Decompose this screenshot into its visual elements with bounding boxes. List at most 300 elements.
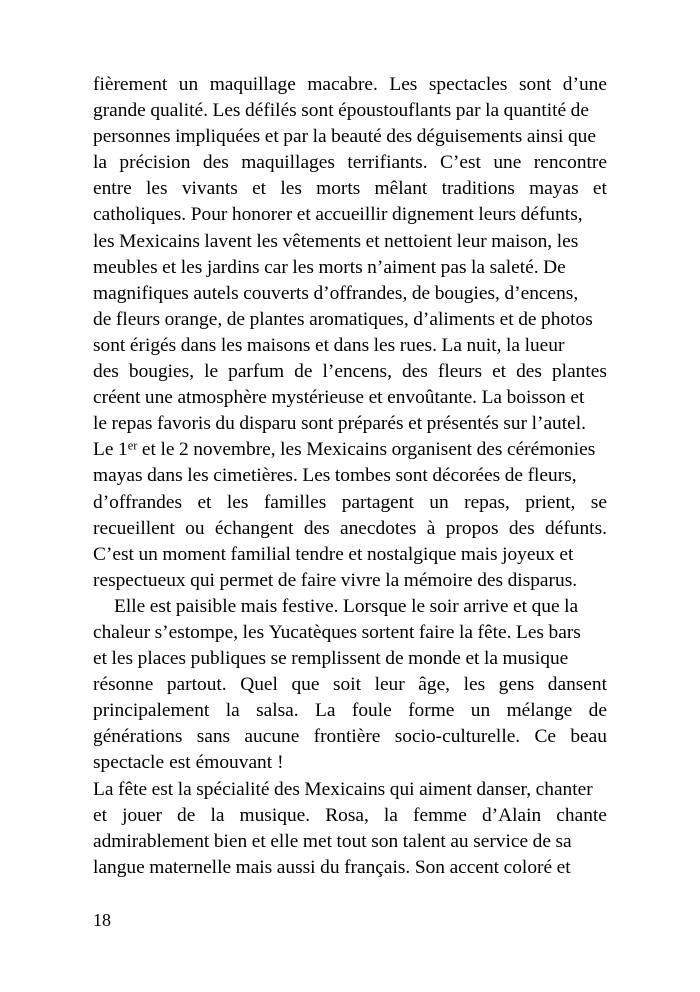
word: Les xyxy=(389,74,418,95)
word: forme xyxy=(408,700,455,722)
word: sont xyxy=(518,74,552,95)
text-line-words xyxy=(93,255,607,281)
word: se xyxy=(270,648,287,670)
word: la xyxy=(225,700,240,722)
word: et xyxy=(93,648,107,670)
word: de xyxy=(588,700,607,722)
word: nuit, xyxy=(466,334,502,356)
word: de xyxy=(277,569,297,591)
word: et xyxy=(93,804,107,826)
text-line-words xyxy=(93,777,607,803)
word: les xyxy=(256,230,278,252)
word: dans xyxy=(333,334,370,356)
text-line xyxy=(93,124,607,150)
word: partout. xyxy=(166,674,227,696)
word: mystérieuse xyxy=(271,387,365,409)
word: le xyxy=(411,595,426,617)
word: des xyxy=(508,517,535,539)
word: De xyxy=(543,256,566,278)
word: de xyxy=(504,465,524,487)
word: spécialité xyxy=(196,778,270,800)
word: dans xyxy=(147,465,183,487)
word: recueillent xyxy=(93,517,175,539)
word: la xyxy=(383,804,398,826)
word: nostalgique xyxy=(366,543,457,565)
word: repas, xyxy=(464,491,510,513)
word: la xyxy=(483,648,498,670)
word: créent xyxy=(93,387,141,409)
word: faire xyxy=(418,621,455,643)
word: La xyxy=(93,778,114,800)
word: aiment xyxy=(419,778,472,800)
word: français. xyxy=(344,856,411,878)
text-line xyxy=(93,803,607,829)
word: tout xyxy=(336,830,367,852)
word: par xyxy=(455,100,481,122)
text-line-words xyxy=(93,359,607,385)
word: ainsi xyxy=(526,126,564,148)
text-line-words xyxy=(93,542,607,568)
word: couverts xyxy=(243,282,309,304)
word: moment xyxy=(162,543,226,565)
text-line-words xyxy=(93,620,607,646)
word: le xyxy=(204,361,219,383)
word: et xyxy=(162,256,177,278)
word: joyeux xyxy=(502,543,555,565)
word: personnes xyxy=(93,126,171,148)
word: saleté. xyxy=(489,256,539,278)
word: accueillir xyxy=(315,204,388,226)
word: accent xyxy=(449,856,500,878)
word: les xyxy=(242,621,265,643)
word: terrifiants. xyxy=(347,152,428,174)
word: un xyxy=(429,491,449,513)
word: boisson xyxy=(506,387,566,409)
word: bougies, xyxy=(128,361,195,383)
word: la xyxy=(485,100,500,122)
word: publiques xyxy=(190,648,267,670)
word: chante xyxy=(556,804,607,826)
word: de xyxy=(294,361,313,383)
word: les xyxy=(292,256,314,278)
text-line-words xyxy=(93,176,607,202)
word: Rosa, xyxy=(325,804,369,826)
word: mais xyxy=(460,543,498,565)
word: que xyxy=(291,674,320,696)
word: l’encens, xyxy=(322,361,392,383)
word: au xyxy=(450,830,469,852)
word: présentés xyxy=(426,413,499,435)
text-line-words xyxy=(93,698,607,724)
word: qui xyxy=(190,569,215,591)
word: la xyxy=(564,595,579,617)
word: rencontre xyxy=(533,152,607,174)
word: d’une xyxy=(562,74,607,95)
word: catholiques. xyxy=(93,204,187,226)
word: fleurs, xyxy=(527,465,577,487)
word: lavent xyxy=(204,230,252,252)
word: maison, xyxy=(491,230,553,252)
word: leurs xyxy=(478,204,517,226)
word: repas xyxy=(111,413,153,435)
text-line xyxy=(93,150,607,176)
word: et xyxy=(492,361,507,383)
text-line xyxy=(93,437,607,463)
word: traditions xyxy=(441,178,515,200)
word: arrive xyxy=(463,595,509,617)
word: C’est xyxy=(439,152,481,174)
word: érigés xyxy=(129,334,177,356)
text-line-words xyxy=(93,855,607,881)
word: la xyxy=(471,256,486,278)
word: la xyxy=(93,152,107,174)
word: soit xyxy=(332,674,362,696)
text-line-words xyxy=(93,333,607,359)
word: défunts. xyxy=(545,517,607,539)
word: anecdotes xyxy=(340,517,417,539)
word: un xyxy=(470,700,491,722)
word: vivre xyxy=(340,569,381,591)
word: beauté xyxy=(331,126,382,148)
word: les xyxy=(180,256,203,278)
word: mêlant xyxy=(374,178,428,200)
word: de xyxy=(177,804,196,826)
word: pas xyxy=(440,256,467,278)
text-line xyxy=(93,698,607,724)
word: générations xyxy=(93,726,183,748)
text-line-words xyxy=(93,516,607,542)
word: et xyxy=(315,334,330,356)
text-line-words xyxy=(93,229,607,255)
text-line xyxy=(93,672,607,698)
word: les xyxy=(146,178,168,200)
word: de xyxy=(532,830,551,852)
word: jardins xyxy=(206,256,260,278)
text-line xyxy=(93,646,607,672)
word: défilés xyxy=(245,100,297,122)
text-line-words xyxy=(93,672,607,698)
word: Les xyxy=(302,465,331,487)
word: disparus. xyxy=(507,569,578,591)
word: les xyxy=(220,334,243,356)
word: familles xyxy=(263,491,327,513)
word: des xyxy=(93,361,119,383)
word: fleurs xyxy=(437,361,483,383)
text-line-words xyxy=(93,803,607,829)
word: cimetières. xyxy=(213,465,298,487)
text-line-words xyxy=(93,72,607,98)
word: et xyxy=(264,126,279,148)
word: des xyxy=(303,517,330,539)
word: d’Alain xyxy=(481,804,542,826)
word: et xyxy=(197,491,212,513)
word: plantes xyxy=(551,361,607,383)
word: chanter xyxy=(535,778,593,800)
word: les xyxy=(226,491,249,513)
word: C’est xyxy=(93,543,134,565)
text-line xyxy=(93,98,607,124)
text-line xyxy=(93,229,607,255)
text-line xyxy=(93,829,607,855)
text-line-words xyxy=(93,202,607,228)
word: Quel xyxy=(240,674,278,696)
word: que xyxy=(567,126,596,148)
text-line xyxy=(93,176,607,202)
word: tombes xyxy=(334,465,391,487)
word: Mexicains xyxy=(304,778,386,800)
word: son xyxy=(371,830,399,852)
word: impliquées xyxy=(175,126,261,148)
word: Les xyxy=(515,621,544,643)
word: à xyxy=(426,517,436,539)
word: langue xyxy=(93,856,145,878)
word: plantes xyxy=(249,308,305,330)
word: Lorsque xyxy=(343,595,407,617)
word: la xyxy=(210,804,225,826)
word: les xyxy=(187,465,209,487)
word: sont xyxy=(395,465,428,487)
text-line xyxy=(93,568,607,594)
word: musique. xyxy=(239,804,311,826)
word: envoûtante. xyxy=(387,387,478,409)
word: précision xyxy=(119,152,191,174)
word: respectueux xyxy=(93,569,186,591)
word: frontière xyxy=(313,726,381,748)
word: rues. xyxy=(399,334,437,356)
word: maquillages xyxy=(241,152,335,174)
word: magnifiques xyxy=(93,282,189,304)
word: quantité xyxy=(503,100,567,122)
word: paisible xyxy=(175,595,237,617)
text-line-words xyxy=(93,490,607,516)
text-line xyxy=(93,281,607,307)
word: jouer xyxy=(122,804,162,826)
word: met xyxy=(302,830,332,852)
word: gens xyxy=(498,674,535,696)
word: permet xyxy=(219,569,274,591)
text-line xyxy=(93,516,607,542)
word: est xyxy=(151,778,174,800)
word: beau xyxy=(570,726,607,748)
word: résonne xyxy=(93,674,154,696)
word: familial xyxy=(230,543,291,565)
word: socio-culturelle. xyxy=(394,726,521,748)
word: les xyxy=(373,334,396,356)
word: dans xyxy=(180,334,217,356)
text-line xyxy=(93,620,607,646)
word: sont xyxy=(301,413,334,435)
word: la xyxy=(458,621,473,643)
text-line xyxy=(93,359,607,385)
word: coloré xyxy=(503,856,553,878)
word: qualité. xyxy=(150,100,208,122)
word: 2 xyxy=(178,439,189,461)
text-line-words xyxy=(93,646,607,672)
text-line-words xyxy=(93,385,607,411)
word: une xyxy=(144,387,173,409)
text-line-words xyxy=(93,594,628,620)
word: de xyxy=(411,282,431,304)
word: le xyxy=(160,439,175,461)
word: ou xyxy=(185,517,205,539)
text-line xyxy=(93,777,607,803)
word: émouvant xyxy=(195,752,273,774)
word: salsa. xyxy=(256,700,299,722)
word: faire xyxy=(300,569,337,591)
word: et xyxy=(499,308,514,330)
word: mayas xyxy=(529,178,579,200)
text-line-words xyxy=(93,150,607,176)
text-line-words xyxy=(93,411,607,437)
word: sans xyxy=(196,726,231,748)
word: bougies, xyxy=(434,282,500,304)
word: spectacles xyxy=(428,74,508,95)
word: et xyxy=(465,648,480,670)
text-line-words xyxy=(93,829,607,855)
word: mélange xyxy=(506,700,573,722)
word: et xyxy=(556,856,571,878)
text-line xyxy=(93,750,607,776)
word: défunts, xyxy=(520,204,583,226)
word: et xyxy=(368,387,383,409)
word: et xyxy=(251,830,266,852)
word: un xyxy=(138,543,158,565)
word: femme xyxy=(413,804,467,826)
word: l’autel. xyxy=(531,413,586,435)
word: spectacle xyxy=(93,752,165,774)
word: une xyxy=(493,152,522,174)
word: préparés xyxy=(337,413,404,435)
word: les xyxy=(280,178,302,200)
word: des xyxy=(202,152,229,174)
word: vivants xyxy=(181,178,238,200)
word: de xyxy=(518,308,537,330)
word: se xyxy=(590,491,607,513)
word: aromatiques, xyxy=(309,308,409,330)
text-line xyxy=(93,385,607,411)
word: mais xyxy=(240,595,278,617)
word: grande xyxy=(93,100,146,122)
text-line xyxy=(93,333,607,359)
word: et xyxy=(592,178,607,200)
word: fleurs xyxy=(115,308,161,330)
word: cérémonies xyxy=(506,439,596,461)
word: monde xyxy=(408,648,461,670)
word: atmosphère xyxy=(177,387,267,409)
word: fièrement xyxy=(93,74,168,95)
word: maisons xyxy=(246,334,311,356)
word: tendre xyxy=(295,543,344,565)
word: fête. xyxy=(477,621,512,643)
word: le xyxy=(93,413,107,435)
word: sont xyxy=(301,100,334,122)
word: elle xyxy=(270,830,299,852)
word: est xyxy=(169,752,191,774)
word: maquillage xyxy=(209,74,296,95)
word: Le xyxy=(93,439,114,461)
word: sont xyxy=(93,334,126,356)
word: que xyxy=(531,595,560,617)
word: morts xyxy=(318,256,363,278)
word: des xyxy=(516,361,542,383)
word: du xyxy=(215,413,235,435)
word: places xyxy=(137,648,187,670)
word: aussi xyxy=(276,856,316,878)
word: Elle xyxy=(114,595,146,617)
word: meubles xyxy=(93,256,158,278)
word: la xyxy=(312,126,327,148)
word: ! xyxy=(277,752,284,774)
word: Mexicains xyxy=(306,439,388,461)
word: déguisements xyxy=(416,126,523,148)
text-line-words xyxy=(93,750,607,776)
word: parfum xyxy=(228,361,285,383)
word: macabre. xyxy=(307,74,378,95)
word: et xyxy=(141,439,156,461)
word: et xyxy=(348,543,363,565)
word: remplissent xyxy=(291,648,381,670)
word: chaleur xyxy=(93,621,151,643)
word: 1er xyxy=(118,438,138,461)
text-line-words xyxy=(93,307,607,333)
text-line xyxy=(93,72,607,98)
word: novembre, xyxy=(193,439,276,461)
word: bien xyxy=(213,830,248,852)
word: maternelle xyxy=(149,856,232,878)
text-line-words xyxy=(93,98,607,124)
word: âge, xyxy=(418,674,451,696)
text-line-words xyxy=(93,724,607,750)
word: mémoire xyxy=(403,569,473,591)
word: mayas xyxy=(93,465,143,487)
word: leur xyxy=(374,674,405,696)
word: d’aliments xyxy=(413,308,496,330)
word: vêtements xyxy=(282,230,362,252)
word: par xyxy=(283,126,309,148)
word: service xyxy=(473,830,529,852)
word: favoris xyxy=(157,413,211,435)
word: la xyxy=(385,569,400,591)
word: autels xyxy=(193,282,239,304)
text-line xyxy=(93,542,607,568)
word: car xyxy=(264,256,288,278)
text-line-words xyxy=(93,437,607,463)
word: soir xyxy=(429,595,459,617)
word: et xyxy=(513,595,528,617)
word: prient, xyxy=(525,491,576,513)
word: fête xyxy=(118,778,148,800)
text-line xyxy=(93,202,607,228)
word: orange, xyxy=(164,308,223,330)
word: et xyxy=(559,543,574,565)
word: sa xyxy=(555,830,572,852)
word: sortent xyxy=(361,621,415,643)
text-line xyxy=(93,463,607,489)
word: les xyxy=(556,230,579,252)
word: principalement xyxy=(93,700,210,722)
word: des xyxy=(476,439,503,461)
text-line-words xyxy=(93,463,607,489)
word: Pour xyxy=(190,204,228,226)
text-line-words xyxy=(93,281,607,307)
word: la xyxy=(177,778,192,800)
word: admirablement xyxy=(93,830,210,852)
word: Yucatèques xyxy=(268,621,358,643)
word: et xyxy=(408,413,423,435)
word: qui xyxy=(389,778,415,800)
word: partagent xyxy=(341,491,414,513)
text-line xyxy=(93,411,607,437)
